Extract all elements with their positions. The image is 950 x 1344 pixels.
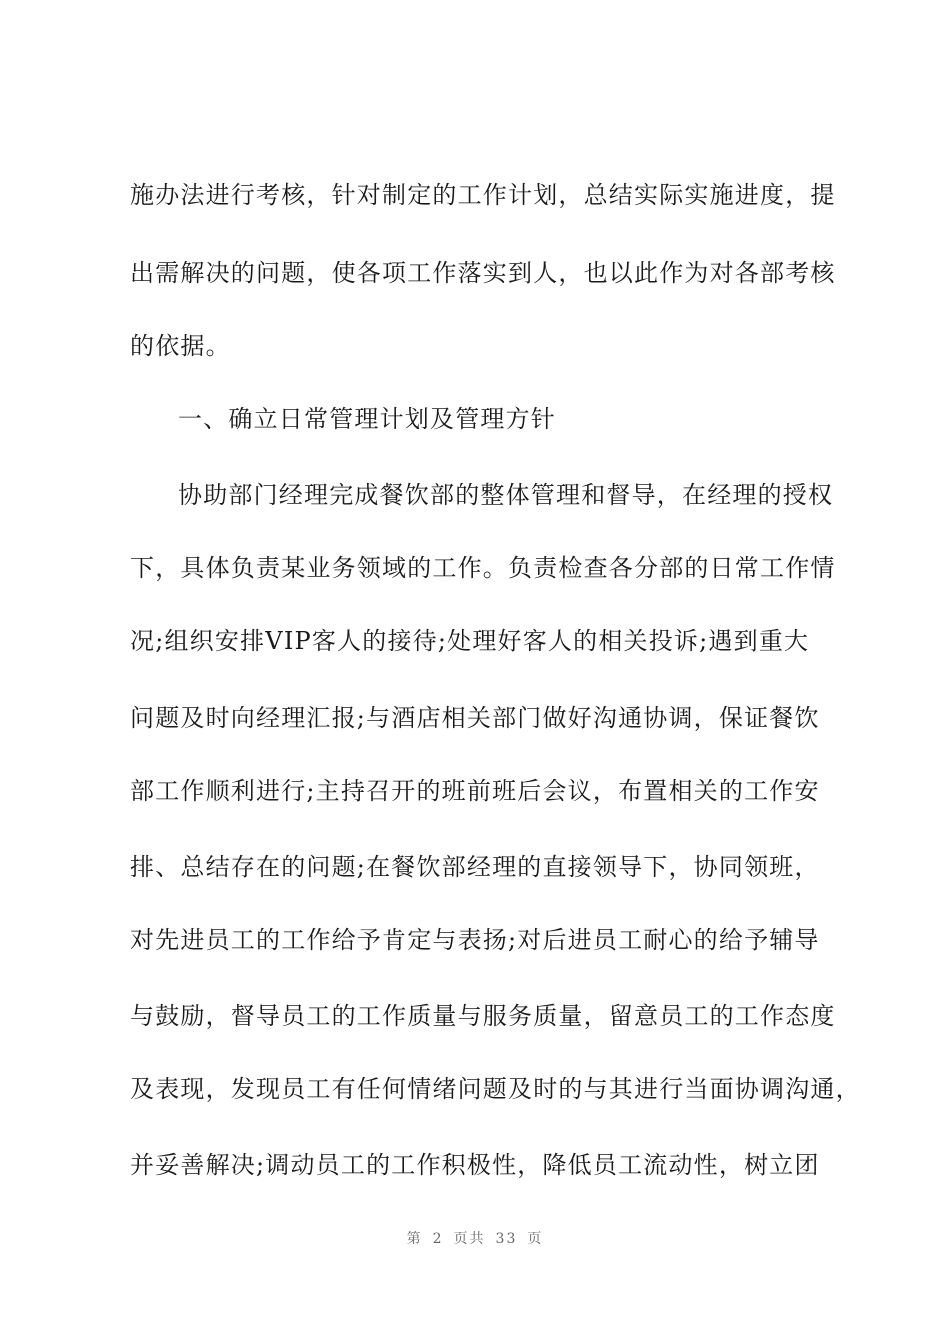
body-text-line: 问题及时向经理汇报;与酒店相关部门做好沟通协调，保证餐饮	[130, 704, 820, 732]
body-text-line: 与鼓励，督导员工的工作质量与服务质量，留意员工的工作态度	[130, 1002, 836, 1030]
body-text-line: 施办法进行考核，针对制定的工作计划，总结实际实施进度，提	[130, 181, 836, 209]
body-text-line: 下，具体负责某业务领域的工作。负责检查各分部的日常工作情	[130, 554, 836, 582]
total-page-count: 33	[495, 1231, 518, 1247]
body-text-line: 及表现，发现员工有任何情绪问题及时的与其进行当面协调沟通，	[130, 1075, 861, 1103]
body-text-line: 并妥善解决;调动员工的工作积极性，降低员工流动性，树立团	[130, 1151, 820, 1179]
footer-middle: 页共	[453, 1231, 486, 1247]
body-text-line: 排、总结存在的问题;在餐饮部经理的直接领导下，协同领班，	[130, 853, 820, 881]
paragraph-first-line: 协助部门经理完成餐饮部的整体管理和督导，在经理的授权	[178, 481, 834, 509]
body-text-line: 况;组织安排VIP客人的接待;处理好客人的相关投诉;遇到重大	[130, 627, 810, 655]
current-page-number: 2	[432, 1231, 444, 1247]
body-text-line: 部工作顺利进行;主持召开的班前班后会议，布置相关的工作安	[130, 777, 820, 805]
section-heading: 一、确立日常管理计划及管理方针	[178, 405, 556, 433]
footer-prefix: 第	[406, 1231, 423, 1247]
footer-suffix: 页	[527, 1231, 544, 1247]
body-text-line: 出需解决的问题，使各项工作落实到人，也以此作为对各部考核	[130, 259, 836, 287]
body-text-line: 对先进员工的工作给予肯定与表扬;对后进员工耐心的给予辅导	[130, 926, 820, 954]
page-number-footer	[0, 1228, 950, 1248]
body-text-line: 的依据。	[130, 332, 231, 360]
